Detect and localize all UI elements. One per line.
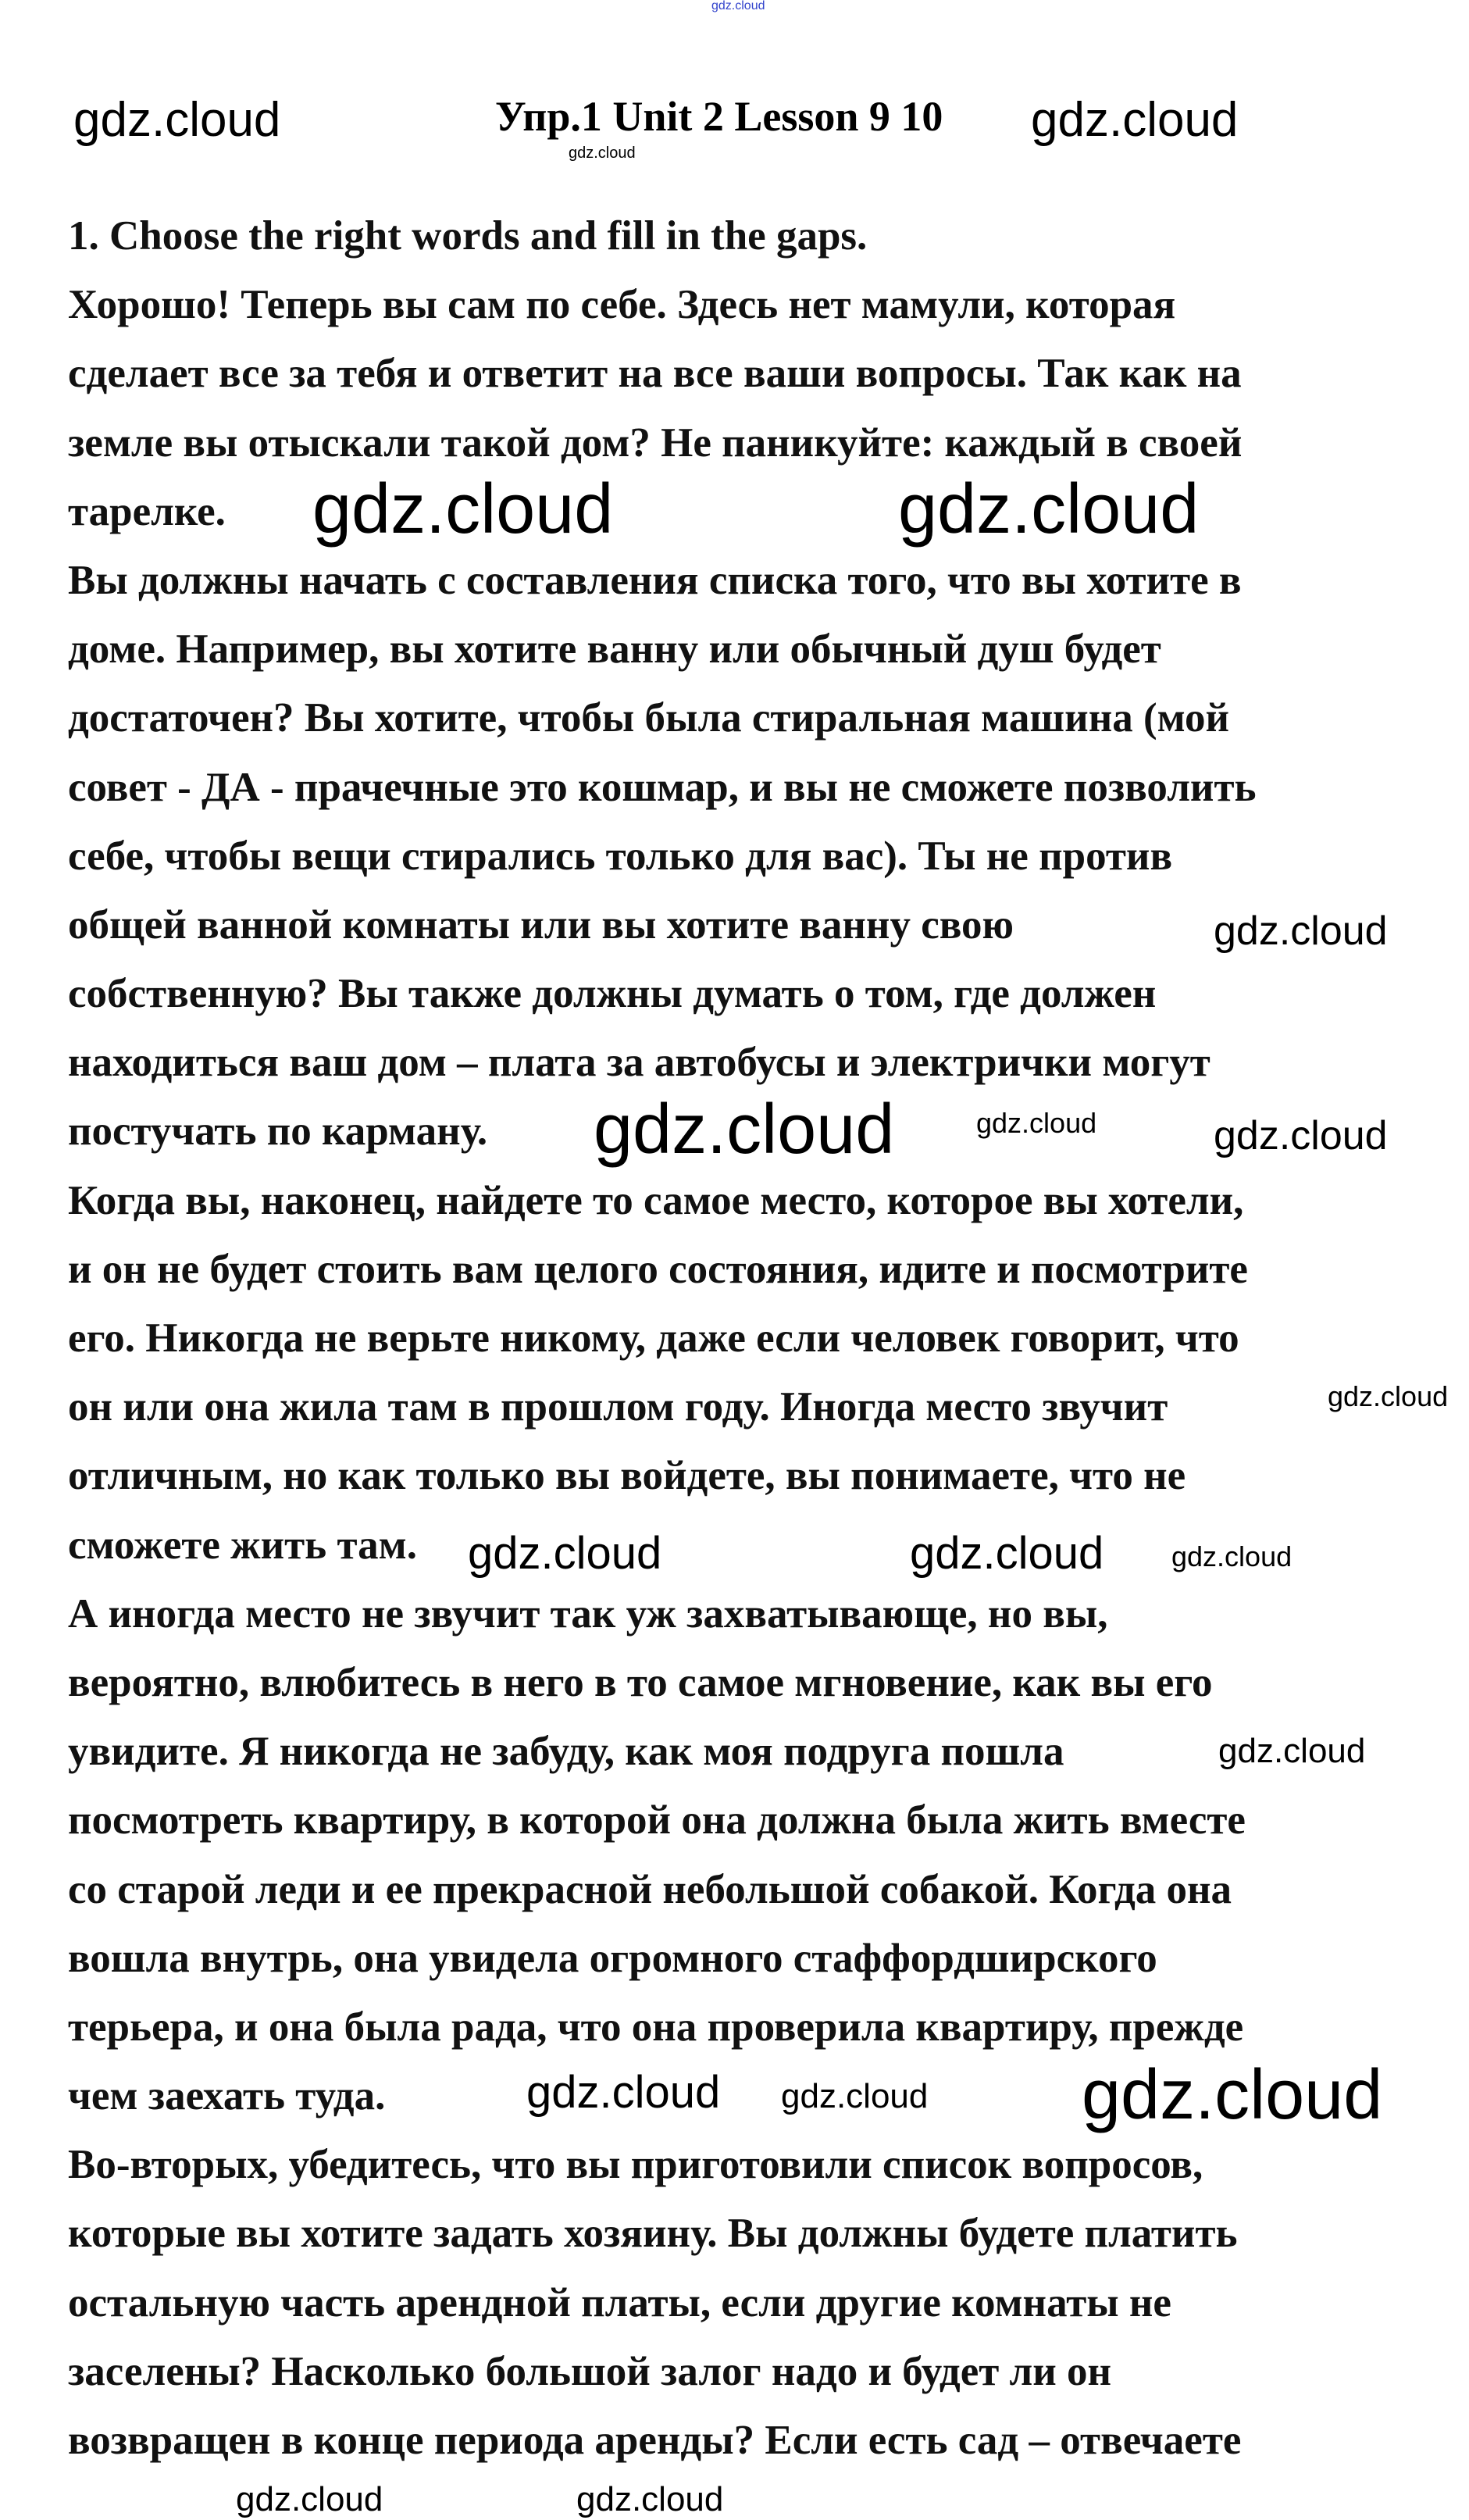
text-line: общей ванной комнаты или вы хотите ванну свою <box>68 901 1014 948</box>
watermark: gdz.cloud <box>594 1090 895 1169</box>
text-line: А иногда место не звучит так уж захватывающе, но вы, <box>68 1590 1108 1637</box>
text-line: земле вы отыскали такой дом? Не паникуйте: каждый в своей <box>68 419 1243 466</box>
text-line: сделает все за тебя и ответит на все ваши вопросы. Так как на <box>68 351 1242 397</box>
watermark: gdz.cloud <box>781 2077 929 2115</box>
watermark: gdz.cloud <box>312 470 614 548</box>
text-line: он или она жила там в прошлом году. Иногда место звучит <box>68 1384 1168 1430</box>
text-line: сможете жить там. <box>68 1522 417 1568</box>
watermark: gdz.cloud <box>576 2480 724 2518</box>
text-line: постучать по карману. <box>68 1108 488 1155</box>
watermark: gdz.cloud <box>1214 908 1388 954</box>
text-line: его. Никогда не верьте никому, даже если человек говорит, что <box>68 1315 1239 1361</box>
text-line: и он не будет стоить вам целого состояния, идите и посмотрите <box>68 1246 1248 1292</box>
text-line: отличным, но как только вы войдете, вы понимаете, что не <box>68 1453 1186 1499</box>
text-line: которые вы хотите задать хозяину. Вы должны будете платить <box>68 2211 1238 2257</box>
text-line: совет - ДА - прачечные это кошмар, и вы не сможете позволить <box>68 764 1257 810</box>
text-line: доме. Например, вы хотите ванну или обычный душ будет <box>68 626 1161 673</box>
page-title: Упр.1 Unit 2 Lesson 9 10 <box>495 93 943 140</box>
watermark: gdz.cloud <box>468 1528 662 1579</box>
text-line: со старой леди и ее прекрасной небольшой собакой. Когда она <box>68 1866 1232 1912</box>
text-line: собственную? Вы также должны думать о том, где должен <box>68 971 1157 1017</box>
text-line: чем заехать туда. <box>68 2073 386 2119</box>
watermark: gdz.cloud <box>898 470 1200 548</box>
text-line: вероятно, влюбитесь в него в то самое мгновение, как вы его <box>68 1659 1213 1705</box>
watermark: gdz.cloud <box>1171 1540 1293 1572</box>
watermark: gdz.cloud <box>526 2067 721 2118</box>
watermark: gdz.cloud <box>1328 1380 1449 1412</box>
watermark: gdz.cloud <box>569 145 636 162</box>
text-line: остальную часть арендной платы, если другие комнаты не <box>68 2279 1171 2325</box>
text-line: терьера, и она была рада, что она проверила квартиру, прежде <box>68 2004 1244 2050</box>
text-line: себе, чтобы вещи стирались только для вас). Ты не против <box>68 833 1173 879</box>
text-line: находиться ваш дом – плата за автобусы и электрички могут <box>68 1040 1210 1086</box>
text-line: Когда вы, наконец, найдете то самое место, которое вы хотели, <box>68 1177 1244 1223</box>
watermark: gdz.cloud <box>1031 93 1239 147</box>
watermark: gdz.cloud <box>711 0 765 12</box>
watermark: gdz.cloud <box>236 2480 383 2518</box>
text-line: заселены? Насколько большой залог надо и будет ли он <box>68 2348 1112 2394</box>
text-line: достаточен? Вы хотите, чтобы была стиральная машина (мой <box>68 695 1230 741</box>
watermark: gdz.cloud <box>910 1528 1104 1579</box>
watermark: gdz.cloud <box>1214 1113 1388 1158</box>
text-line: Во-вторых, убедитесь, что вы приготовили список вопросов, <box>68 2142 1203 2188</box>
watermark: gdz.cloud <box>1082 2056 1383 2134</box>
exercise-heading: 1. Choose the right words and fill in the gaps. <box>68 213 868 259</box>
watermark: gdz.cloud <box>1218 1732 1366 1770</box>
watermark: gdz.cloud <box>976 1107 1097 1139</box>
text-line: посмотреть квартиру, в которой она должна была жить вместе <box>68 1797 1246 1844</box>
text-line: Вы должны начать с составления списка того, что вы хотите в <box>68 557 1242 603</box>
text-line: вошла внутрь, она увидела огромного стаффордширского <box>68 1935 1157 1981</box>
text-line: Хорошо! Теперь вы сам по себе. Здесь нет мамули, которая <box>68 282 1176 328</box>
text-line: тарелке. <box>68 488 226 534</box>
text-line: увидите. Я никогда не забуду, как моя подруга пошла <box>68 1729 1064 1775</box>
text-line: возвращен в конце периода аренды? Если есть сад – отвечаете <box>68 2418 1242 2463</box>
watermark: gdz.cloud <box>73 93 281 147</box>
